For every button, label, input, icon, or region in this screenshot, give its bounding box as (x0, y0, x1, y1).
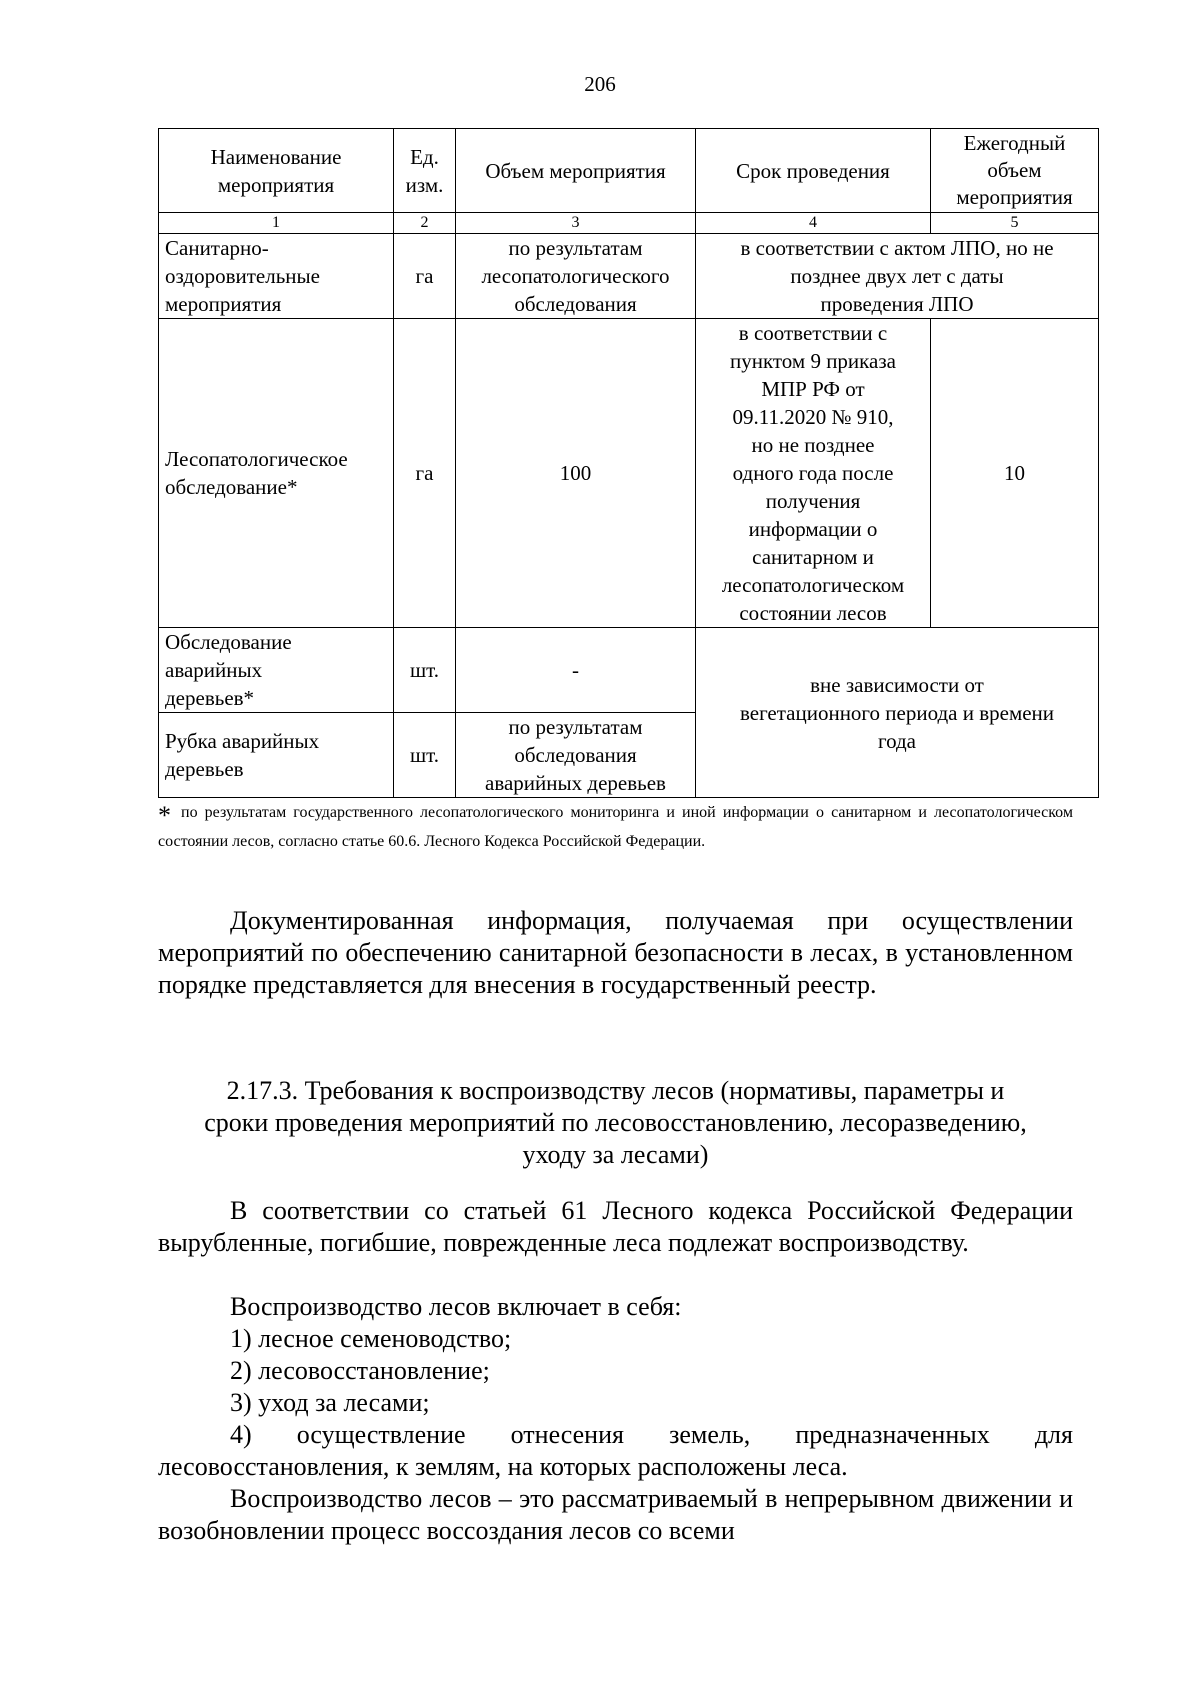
activity-annual: 10 (931, 319, 1099, 628)
header-annual: Ежегодный объем мероприятия (931, 129, 1099, 213)
merged-term: вне зависимости от вегетационного периода и времени года (696, 628, 1099, 798)
list-item: 2) лесовосстановление; (230, 1356, 490, 1385)
activity-term: в соответствии с актом ЛПО, но не позднее двух лет с даты проведения ЛПО (696, 234, 1099, 319)
header-volume: Объем мероприятия (456, 129, 696, 213)
column-number: 4 (696, 213, 931, 234)
header-name: Наименование мероприятия (159, 129, 394, 213)
activity-unit: га (394, 234, 456, 319)
paragraph-reproduction-definition: Воспроизводство лесов – это рассматриваемый в непрерывном движении и возобновлении процесс воссоздания лесов со всеми (158, 1484, 1073, 1545)
column-number-row (159, 213, 1099, 234)
page-number: 206 (584, 72, 616, 96)
list-item-4: 4) осуществление отнесения земель, предназначенных для лесовосстановления, к землям, на которых расположены леса. (158, 1420, 1073, 1481)
activity-volume: - (456, 628, 696, 713)
footnote-text: по результатам государственного лесопатологического мониторинга и иной информации о санитарном и лесопатологическом состоянии лесов, согласно статье 60.6. Лесного Кодекса Российской Федерации. (158, 804, 1073, 850)
list-item: 3) уход за лесами; (230, 1388, 430, 1417)
activity-name: Санитарно- оздоровительные мероприятия (159, 234, 394, 319)
paragraph-article-61: В соответствии со статьей 61 Лесного кодекса Российской Федерации вырубленные, погибшие, поврежденные леса подлежат воспроизводству. (158, 1196, 1073, 1257)
paragraph-reproduction-includes: Воспроизводство лесов включает в себя: (230, 1292, 682, 1321)
footnote-marker: * (158, 801, 171, 830)
header-unit: Ед. изм. (394, 129, 456, 213)
table-header-row (159, 129, 1099, 213)
activity-unit: шт. (394, 713, 456, 798)
column-number: 2 (394, 213, 456, 234)
activity-volume: по результатам обследования аварийных деревьев (456, 713, 696, 798)
paragraph-documented-info: Документированная информация, получаемая при осуществлении мероприятий по обеспечению санитарной безопасности в лесах, в установленном порядке представляется для внесения в государственный реестр. (158, 906, 1073, 999)
section-heading: 2.17.3. Требования к воспроизводству лесов (нормативы, параметры и сроки проведения мероприятий по лесовосстановлению, лесоразведению, уходу за лесами) (204, 1076, 1027, 1169)
activity-term: в соответствии с пунктом 9 приказа МПР РФ от 09.11.2020 № 910, но не позднее одного года после получения информации о санитарном и лесопатологическом состоянии лесов (696, 319, 931, 628)
list-item: 1) лесное семеноводство; (230, 1324, 512, 1353)
activities-table (158, 128, 1099, 798)
column-number: 5 (931, 213, 1099, 234)
table-row (159, 319, 1099, 628)
activity-volume: по результатам лесопатологического обследования (456, 234, 696, 319)
activity-volume: 100 (456, 319, 696, 628)
column-number: 3 (456, 213, 696, 234)
activity-name: Обследование аварийных деревьев* (159, 628, 394, 713)
footnote (158, 800, 1073, 855)
activity-name: Лесопатологическое обследование* (159, 319, 394, 628)
column-number: 1 (159, 213, 394, 234)
table-row (159, 234, 1099, 319)
table-row (159, 628, 1099, 713)
activity-unit: шт. (394, 628, 456, 713)
activity-name: Рубка аварийных деревьев (159, 713, 394, 798)
header-term: Срок проведения (696, 129, 931, 213)
activity-unit: га (394, 319, 456, 628)
